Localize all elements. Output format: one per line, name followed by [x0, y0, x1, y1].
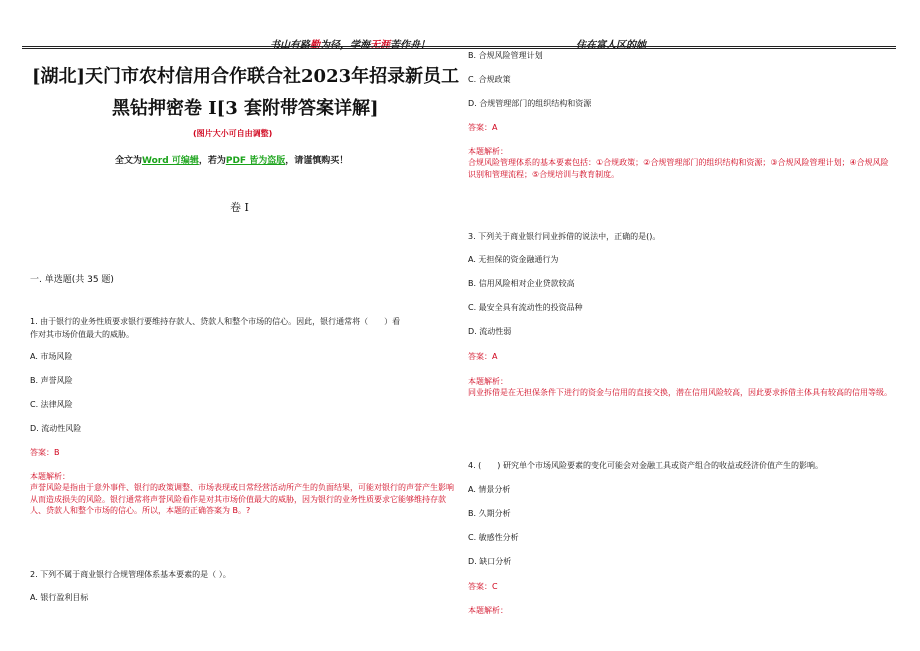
question-3-answer: 答案：A	[468, 352, 498, 361]
question-2-option-d: D. 合规管理部门的组织结构和资源	[468, 99, 592, 108]
question-4-option-a: A. 情景分析	[468, 485, 511, 494]
question-4-option-d: D. 缺口分析	[468, 557, 512, 566]
question-3-stem: 3. 下列关于商业银行同业拆借的说法中，正确的是()。	[468, 232, 661, 241]
question-3-explanation-heading: 本题解析：	[468, 377, 508, 386]
question-2-option-b: B. 合规风险管理计划	[468, 51, 543, 60]
question-1-option-c: C. 法律风险	[30, 400, 73, 409]
copyright-notice: 全文为Word 可编辑，若为PDF 皆为盗版，请谨慎购买！	[115, 156, 349, 166]
doc-title-line2: 黑钻押密卷 I[3 套附带答案详解]	[112, 98, 379, 119]
question-1-option-a: A. 市场风险	[30, 352, 73, 361]
question-3-option-a: A. 无担保的资金融通行为	[468, 255, 559, 264]
question-1-option-d: D. 流动性风险	[30, 424, 82, 433]
question-2-stem: 2. 下列不属于商业银行合规管理体系基本要素的是（ ）。	[30, 570, 231, 579]
question-2-option-c: C. 合规政策	[468, 75, 511, 84]
doc-title-line1: [湖北]天门市农村信用合作联合社2023年招录新员工	[32, 66, 460, 87]
question-1-explanation-heading: 本题解析：	[30, 472, 70, 481]
question-3-option-c: C. 最安全具有流动性的投资品种	[468, 303, 583, 312]
question-4-explanation-heading: 本题解析：	[468, 606, 508, 615]
image-size-note: (图片大小可自由调整)	[193, 129, 273, 138]
header-divider	[22, 46, 896, 47]
question-2-explanation-heading: 本题解析：	[468, 147, 508, 156]
question-1-answer: 答案：B	[30, 448, 60, 457]
question-3-option-b: B. 信用风险相对企业贷款较高	[468, 279, 575, 288]
question-4-answer: 答案：C	[468, 582, 498, 591]
section-heading: 一. 单选题(共 35 题)	[30, 275, 114, 285]
question-1-stem: 1. 由于银行的业务性质要求银行要维持存款人、贷款人和整个市场的信心。因此，银行通常将（ ）看 作对其市场价值最大的威胁。	[30, 317, 401, 339]
question-4-option-b: B. 久期分析	[468, 509, 511, 518]
question-2-answer: 答案：A	[468, 123, 498, 132]
volume-label: 卷 I	[230, 201, 249, 214]
question-3-explanation: 同业拆借是在无担保条件下进行的资金与信用的直接交换，潜在信用风险较高，因此要求拆借主体具有较高的信用等级。	[468, 388, 892, 397]
question-2-explanation: 合规风险管理体系的基本要素包括：①合规政策；②合规管理部门的组织结构和资源；③合规风险管理计划；④合规风险识别和管理流程；⑤合规培训与教育制度。	[468, 158, 889, 179]
question-2-option-a: A. 银行盈利目标	[30, 593, 89, 602]
question-1-option-b: B. 声誉风险	[30, 376, 73, 385]
question-1-explanation: 声誉风险是指由于意外事件、银行的政策调整、市场表现或日常经营活动所产生的负面结果，可能对银行的声誉产生影响从而造成损失的风险。银行通常将声誉风险看作是对其市场价值最大的威胁，因为银行的业务性质要求它能够维持存款人、贷款人和整个市场的信心。所以，本题的正确答案为 B。?	[30, 483, 454, 515]
question-3-option-d: D. 流动性弱	[468, 327, 512, 336]
question-4-option-c: C. 敏感性分析	[468, 533, 519, 542]
question-4-stem: 4. ( ) 研究单个市场风险要素的变化可能会对金融工具或资产组合的收益或经济价值产生的影响。	[468, 461, 823, 470]
header-divider-2	[22, 48, 896, 49]
